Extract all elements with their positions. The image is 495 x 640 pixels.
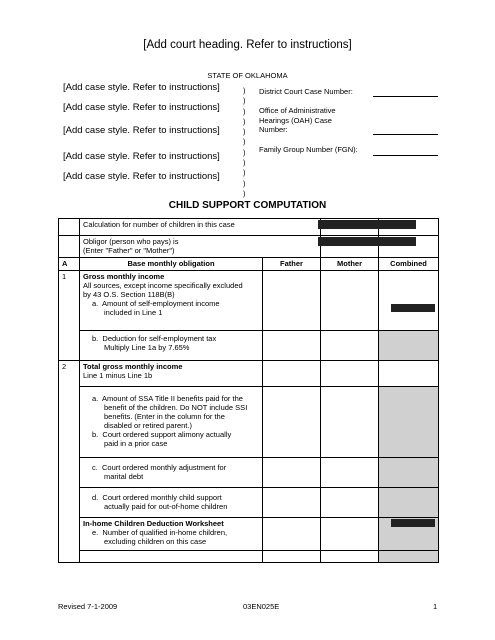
line-2-label: Total gross monthly income Line 1 minus Line 1b: [80, 361, 263, 387]
shaded-block: [391, 304, 435, 312]
line-2c-label: c. Court ordered monthly adjustment for marital debt: [80, 458, 263, 488]
line-number: 1: [59, 271, 80, 361]
line-1b-label: b. Deduction for self-employment tax Multiply Line 1a by 7.65%: [80, 331, 263, 361]
case-style-line[interactable]: [Add case style. Refer to instructions]: [63, 171, 220, 182]
line-2-father-input[interactable]: [263, 361, 321, 387]
line-2e-label: In-home Children Deduction Worksheet e. Number of qualified in-home children, excluding children on this case: [80, 518, 263, 551]
line-2-mother-input[interactable]: [321, 361, 379, 387]
parenthesis-column: ) ) ) ) ) ) ) ) ) ) ): [243, 86, 246, 198]
oah-case-field[interactable]: [373, 134, 438, 135]
obligor-label: Obligor (person who pays) is (Enter "Father" or "Mother"): [80, 236, 321, 258]
computation-table: [58, 218, 439, 563]
oah-label-3: Number:: [259, 125, 288, 134]
line-2d-father-input[interactable]: [263, 488, 321, 518]
line-1b-combined-shaded: [379, 331, 439, 361]
form-number: 03EN025E: [243, 602, 280, 611]
line-2e-father-input[interactable]: [263, 518, 321, 551]
line-1-mother-input[interactable]: [321, 271, 379, 331]
shaded-block: [318, 220, 416, 229]
oah-label-2: Hearings (OAH) Case: [259, 115, 332, 125]
shaded-block: [318, 237, 416, 246]
line-2-combined-input[interactable]: [379, 361, 439, 387]
line-2c-combined-shaded: [379, 458, 439, 488]
line-2ab-label: a. Amount of SSA Title II benefits paid for the benefit of the children. Do NOT include SSI benefits. (Enter in the column for the disabled or retired parent.) b. Court ordered support alimony actually paid in a prior case: [80, 387, 263, 458]
case-style-line[interactable]: [Add case style. Refer to instructions]: [63, 125, 220, 136]
line-2c-father-input[interactable]: [263, 458, 321, 488]
line-1b-mother-input[interactable]: [321, 331, 379, 361]
shaded-block: [391, 519, 435, 527]
column-header-father: Father: [263, 258, 321, 271]
line-2d-label: d. Court ordered monthly child support actually paid for out-of-home children: [80, 488, 263, 518]
fgn-field[interactable]: [373, 155, 438, 156]
district-case-field[interactable]: [373, 96, 438, 97]
court-heading: [Add court heading. Refer to instructions]: [143, 39, 352, 51]
line-2ab-combined-shaded: [379, 387, 439, 458]
state-label: STATE OF OKLAHOMA: [207, 71, 288, 80]
line-1b-father-input[interactable]: [263, 331, 321, 361]
form-title: CHILD SUPPORT COMPUTATION: [168, 200, 327, 211]
line-1-father-input[interactable]: [263, 271, 321, 331]
case-style-line[interactable]: [Add case style. Refer to instructions]: [63, 82, 220, 93]
line-2d-mother-input[interactable]: [321, 488, 379, 518]
district-case-label: District Court Case Number:: [259, 87, 353, 96]
case-style-line[interactable]: [Add case style. Refer to instructions]: [63, 151, 220, 162]
column-header-label: Base monthly obligation: [80, 258, 263, 271]
line-1-label: Gross monthly income All sources, except income specifically excluded by 43 O.S. Section 118B(B) a. Amount of self-employment income included in Line 1: [80, 271, 263, 331]
line-2ab-father-input[interactable]: [263, 387, 321, 458]
line-2c-mother-input[interactable]: [321, 458, 379, 488]
page-number: 1: [433, 602, 438, 611]
line-number: 2: [59, 361, 80, 563]
revised-date: Revised 7-1-2009: [58, 602, 118, 611]
line-2ab-mother-input[interactable]: [321, 387, 379, 458]
calc-children-label: Calculation for number of children in this case: [80, 219, 321, 236]
column-header-mother: Mother: [321, 258, 379, 271]
column-header-combined: Combined: [379, 258, 439, 271]
line-2d-combined-shaded: [379, 488, 439, 518]
section-letter: A: [59, 258, 80, 271]
line-2e-mother-input[interactable]: [321, 518, 379, 551]
case-style-line[interactable]: [Add case style. Refer to instructions]: [63, 102, 220, 113]
oah-label-1: Office of Administrative: [259, 106, 336, 115]
fgn-label: Family Group Number (FGN):: [259, 145, 358, 154]
